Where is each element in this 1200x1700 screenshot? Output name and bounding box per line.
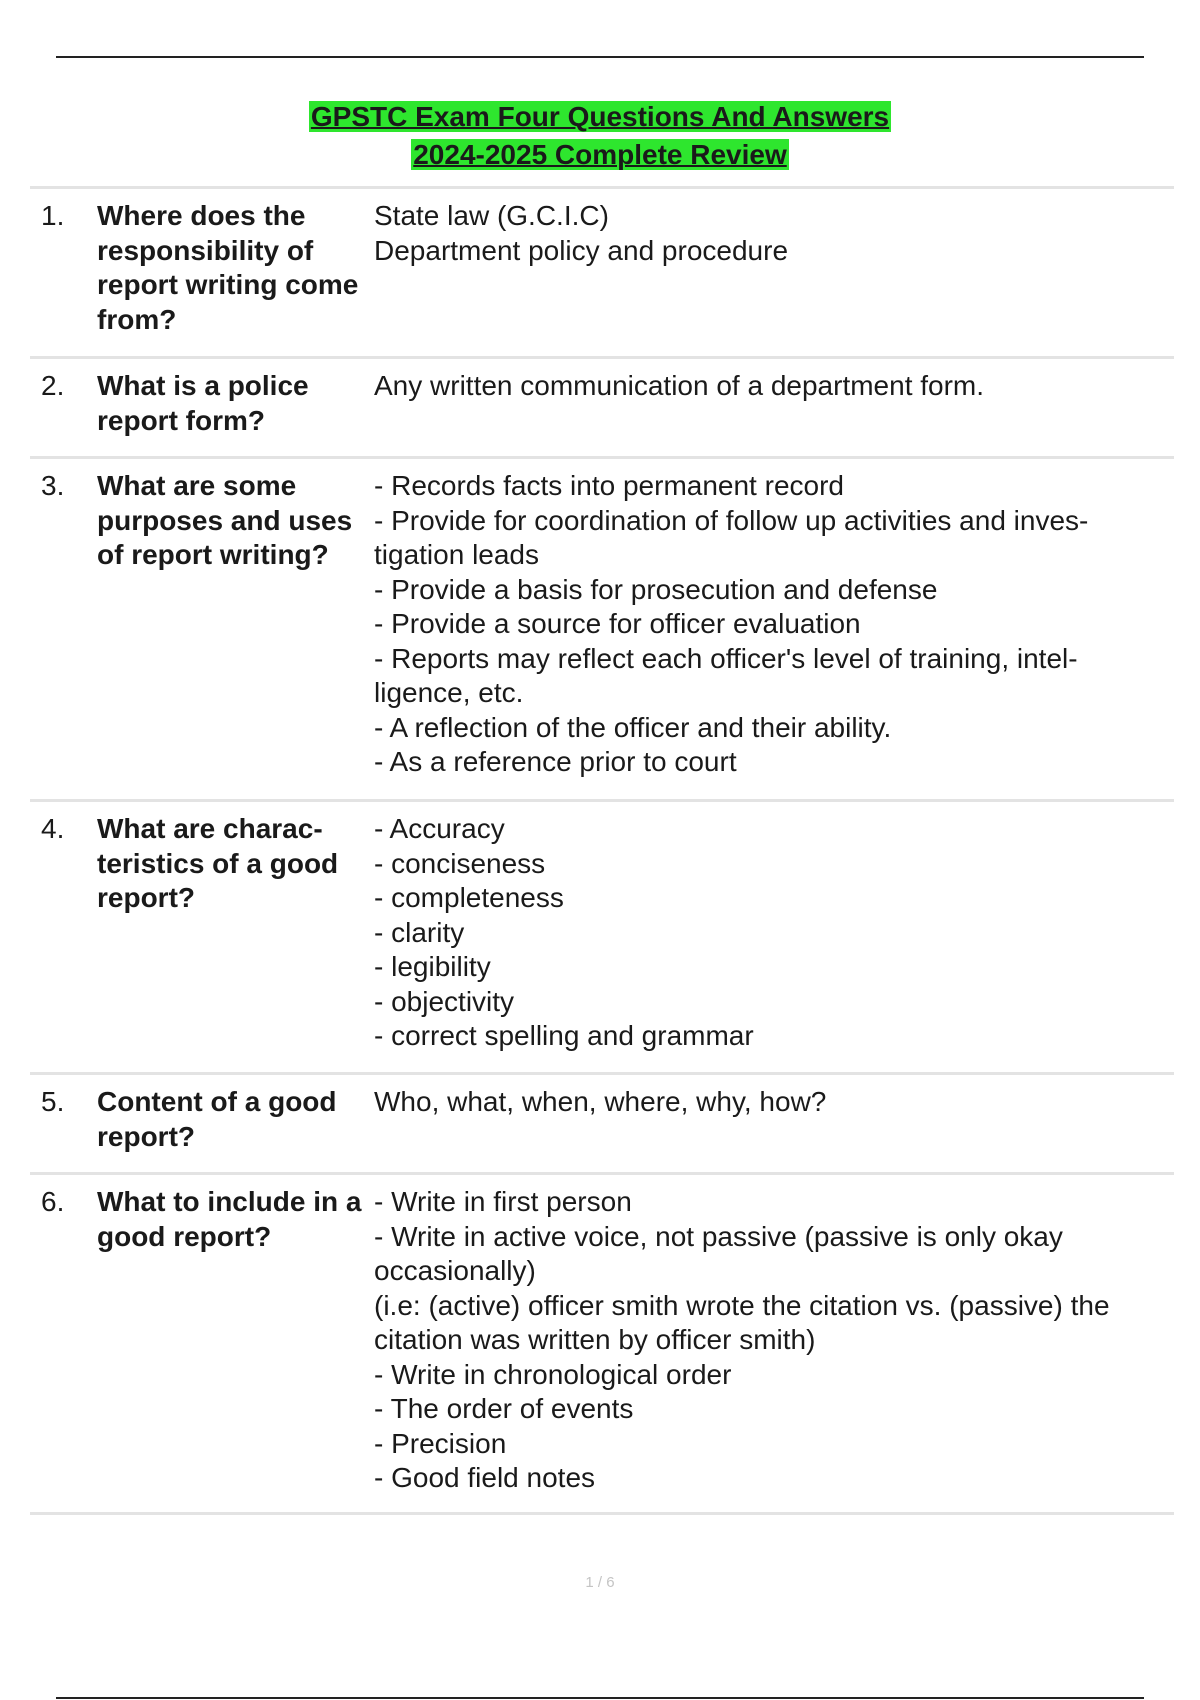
- bottom-rule: [56, 1697, 1144, 1699]
- answer-block: [374, 469, 1174, 799]
- answer-line: - Write in first person: [374, 1186, 632, 1217]
- question-text: What to include in a good report?: [97, 1186, 362, 1252]
- title-line-1: GPSTC Exam Four Questions And Answers: [310, 101, 890, 132]
- answer-line: - clarity: [374, 916, 465, 948]
- question-text: What is a police report form?: [97, 370, 309, 436]
- qa-row: [30, 799, 1174, 1072]
- answer-line: - A reflection of the officer and their ability.: [374, 711, 892, 743]
- answer-line: - Provide a basis for prosecution and defense: [374, 573, 938, 605]
- answer-line: (i.e: (active) officer smith wrote the citation vs. (passive) the citation was written by officer smith): [374, 1289, 1118, 1355]
- document-title: [0, 98, 1200, 174]
- answer-line: - Accuracy: [374, 813, 505, 844]
- answer-line: - Records facts into permanent record: [374, 470, 844, 501]
- answer-line: - Good field notes: [374, 1462, 596, 1493]
- answer-line: - Reports may reflect each officer's level of training, intel-ligence, etc.: [374, 642, 1078, 708]
- answer-block: [374, 369, 1174, 456]
- answer-block: [374, 1085, 1174, 1172]
- answer-line: - objectivity: [374, 985, 515, 1017]
- answer-line: - The order of events: [374, 1393, 634, 1424]
- qa-row: [30, 1172, 1174, 1515]
- answer-line: - As a reference prior to court: [374, 746, 737, 777]
- answer-line: State law (G.C.I.C): [374, 200, 609, 231]
- question-number: 2.: [41, 370, 65, 401]
- answer-line: - Write in active voice, not passive (passive is only okay occasionally): [374, 1220, 1071, 1286]
- answer-line: Who, what, when, where, why, how?: [374, 1086, 827, 1117]
- question-number: 5.: [41, 1086, 65, 1117]
- answer-block: [374, 199, 1174, 356]
- answer-block: [374, 1185, 1174, 1512]
- question-number: 4.: [41, 813, 65, 844]
- answer-line: Any written communication of a department form.: [374, 370, 985, 401]
- answer-line: - correct spelling and grammar: [374, 1020, 754, 1051]
- title-line-2: 2024-2025 Complete Review: [413, 139, 787, 170]
- answer-line: - Precision: [374, 1427, 507, 1459]
- answer-line: Department policy and procedure: [374, 234, 789, 266]
- page-number: 1 / 6: [585, 1574, 615, 1591]
- question-text: What are charac-teristics of a good report?: [97, 813, 339, 913]
- question-text: What are some purposes and uses of report writing?: [97, 470, 353, 570]
- answer-line: - Provide for coordination of follow up activities and inves-tigation leads: [374, 504, 1089, 570]
- qa-row: [30, 186, 1174, 356]
- question-number: 1.: [41, 200, 65, 231]
- qa-row: [30, 456, 1174, 799]
- qa-table: [30, 186, 1174, 1515]
- answer-line: - conciseness: [374, 847, 546, 879]
- question-text: Where does the responsibility of report writing come from?: [97, 200, 359, 335]
- answer-line: - legibility: [374, 951, 491, 982]
- qa-row: [30, 1072, 1174, 1172]
- qa-row: [30, 356, 1174, 456]
- answer-line: - completeness: [374, 882, 564, 913]
- question-text: Content of a good report?: [97, 1086, 337, 1152]
- question-number: 3.: [41, 470, 65, 501]
- question-number: 6.: [41, 1186, 65, 1217]
- top-rule: [56, 56, 1144, 58]
- answer-line: - Write in chronological order: [374, 1358, 732, 1390]
- answer-block: [374, 812, 1174, 1072]
- answer-line: - Provide a source for officer evaluation: [374, 608, 861, 639]
